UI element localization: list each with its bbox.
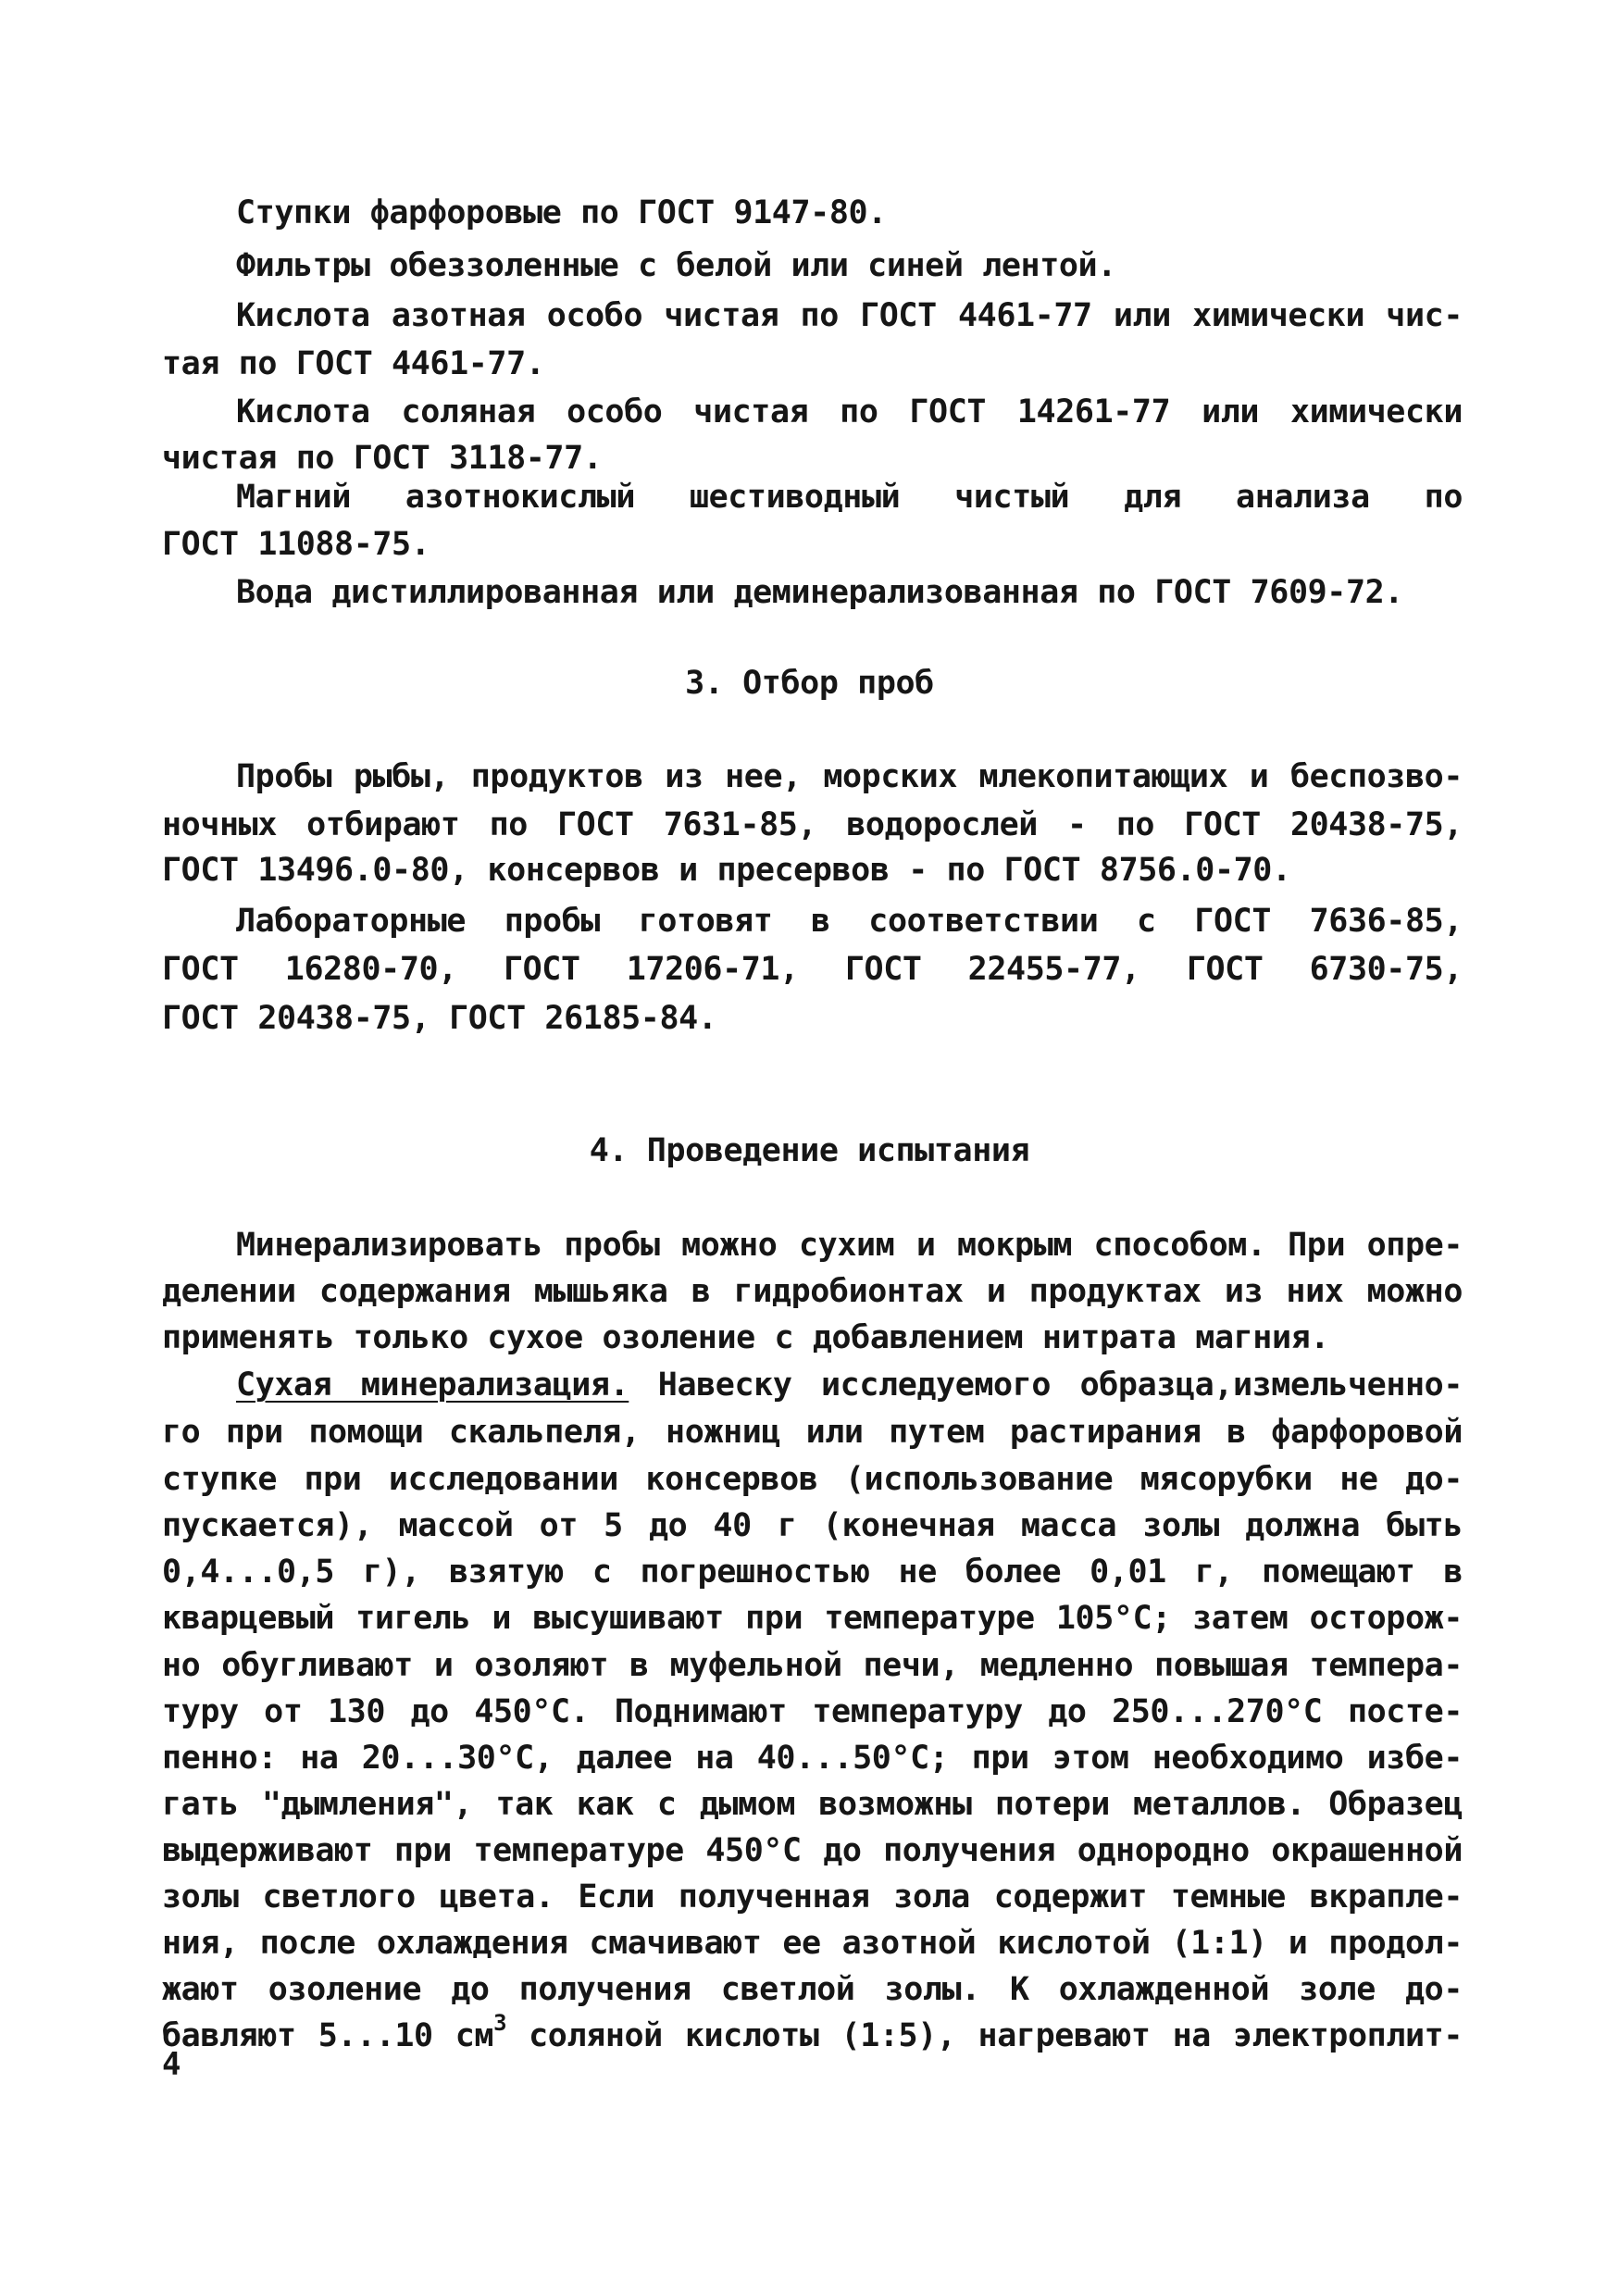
material-line: Вода дистиллированная или деминерализованная по ГОСТ 7609-72. [236, 574, 1403, 611]
material-line: Ступки фарфоровые по ГОСТ 9147-80. [236, 194, 887, 231]
page-number: 4 [162, 2046, 181, 2083]
dry-line: кварцевый тигель и высушивают при температуре 105°С; затем осторож- [162, 1600, 1463, 1637]
section-3-line: Пробы рыбы, продуктов из нее, морских млекопитающих и беспозво- [236, 758, 1463, 795]
section-4-intro-line: применять только сухое озоление с добавлением нитрата магния. [162, 1319, 1329, 1356]
section-3-line: ГОСТ 20438-75, ГОСТ 26185-84. [162, 1000, 717, 1037]
material-line: Кислота соляная особо чистая по ГОСТ 14261-77 или химически [236, 393, 1463, 430]
dry-line: пенно: на 20...30°С, далее на 40...50°С; при этом необходимо избе- [162, 1740, 1463, 1777]
material-line: ГОСТ 11088-75. [162, 526, 430, 563]
dry-mineralization-title: Сухая минерализация. [236, 1366, 629, 1404]
dry-last-line-end: соляной кислоты (1:5), нагревают на электроплит- [506, 2017, 1463, 2054]
dry-line: ния, после охлаждения смачивают ее азотной кислотой (1:1) и продол- [162, 1925, 1463, 1962]
dry-line: гать "дымления", так как с дымом возможны потери металлов. Образец [162, 1786, 1463, 1823]
dry-mineralization-first-line [236, 1362, 1463, 1408]
material-line: Магний азотнокислый шестиводный чистый для анализа по [236, 479, 1463, 516]
dry-mineralization-text: Навеску исследуемого образца,измельченно- [657, 1366, 1463, 1404]
material-line: Кислота азотная особо чистая по ГОСТ 4461-77 или химически чис- [236, 297, 1463, 334]
material-line: тая по ГОСТ 4461-77. [162, 345, 545, 382]
section-4-intro-line: делении содержания мышьяка в гидробионтах и продуктах из них можно [162, 1273, 1463, 1310]
dry-line: ступке при исследовании консервов (использование мясорубки не до- [162, 1461, 1463, 1498]
dry-line: пускается), массой от 5 до 40 г (конечная масса золы должна быть [162, 1507, 1463, 1544]
dry-line: туру от 130 до 450°С. Поднимают температуру до 250...270°С посте- [162, 1693, 1463, 1730]
material-line: чистая по ГОСТ 3118-77. [162, 440, 603, 477]
section-3-line: ночных отбирают по ГОСТ 7631-85, водорослей - по ГОСТ 20438-75, [162, 806, 1463, 843]
dry-line: 0,4...0,5 г), взятую с погрешностью не более 0,01 г, помещают в [162, 1554, 1463, 1591]
section-3-line: ГОСТ 16280-70, ГОСТ 17206-71, ГОСТ 22455-77, ГОСТ 6730-75, [162, 951, 1463, 988]
dry-line: го при помощи скальпеля, ножниц или путем растирания в фарфоровой [162, 1414, 1463, 1451]
dry-last-line-start: бавляют 5...10 см [162, 2017, 494, 2054]
section-4-intro-line: Минерализировать пробы можно сухим и мокрым способом. При опре- [236, 1227, 1463, 1264]
section-3-heading: 3. Отбор проб [685, 665, 934, 702]
dry-last-line [162, 2010, 1463, 2059]
dry-line: выдерживают при температуре 450°С до получения однородно окрашенной [162, 1832, 1463, 1869]
section-4-heading: 4. Проведение испытания [589, 1132, 1030, 1169]
material-line: Фильтры обеззоленные с белой или синей лентой. [236, 247, 1116, 284]
section-3-line: ГОСТ 13496.0-80, консервов и пресервов - по ГОСТ 8756.0-70. [162, 852, 1291, 889]
dry-line: но обугливают и озоляют в муфельной печи, медленно повышая темпера- [162, 1647, 1463, 1684]
superscript-3: 3 [493, 2010, 507, 2037]
dry-line: жают озоление до получения светлой золы. К охлажденной золе до- [162, 1971, 1463, 2008]
section-3-line: Лабораторные пробы готовят в соответствии с ГОСТ 7636-85, [236, 903, 1463, 940]
dry-line: золы светлого цвета. Если полученная зола содержит темные вкрапле- [162, 1878, 1463, 1915]
